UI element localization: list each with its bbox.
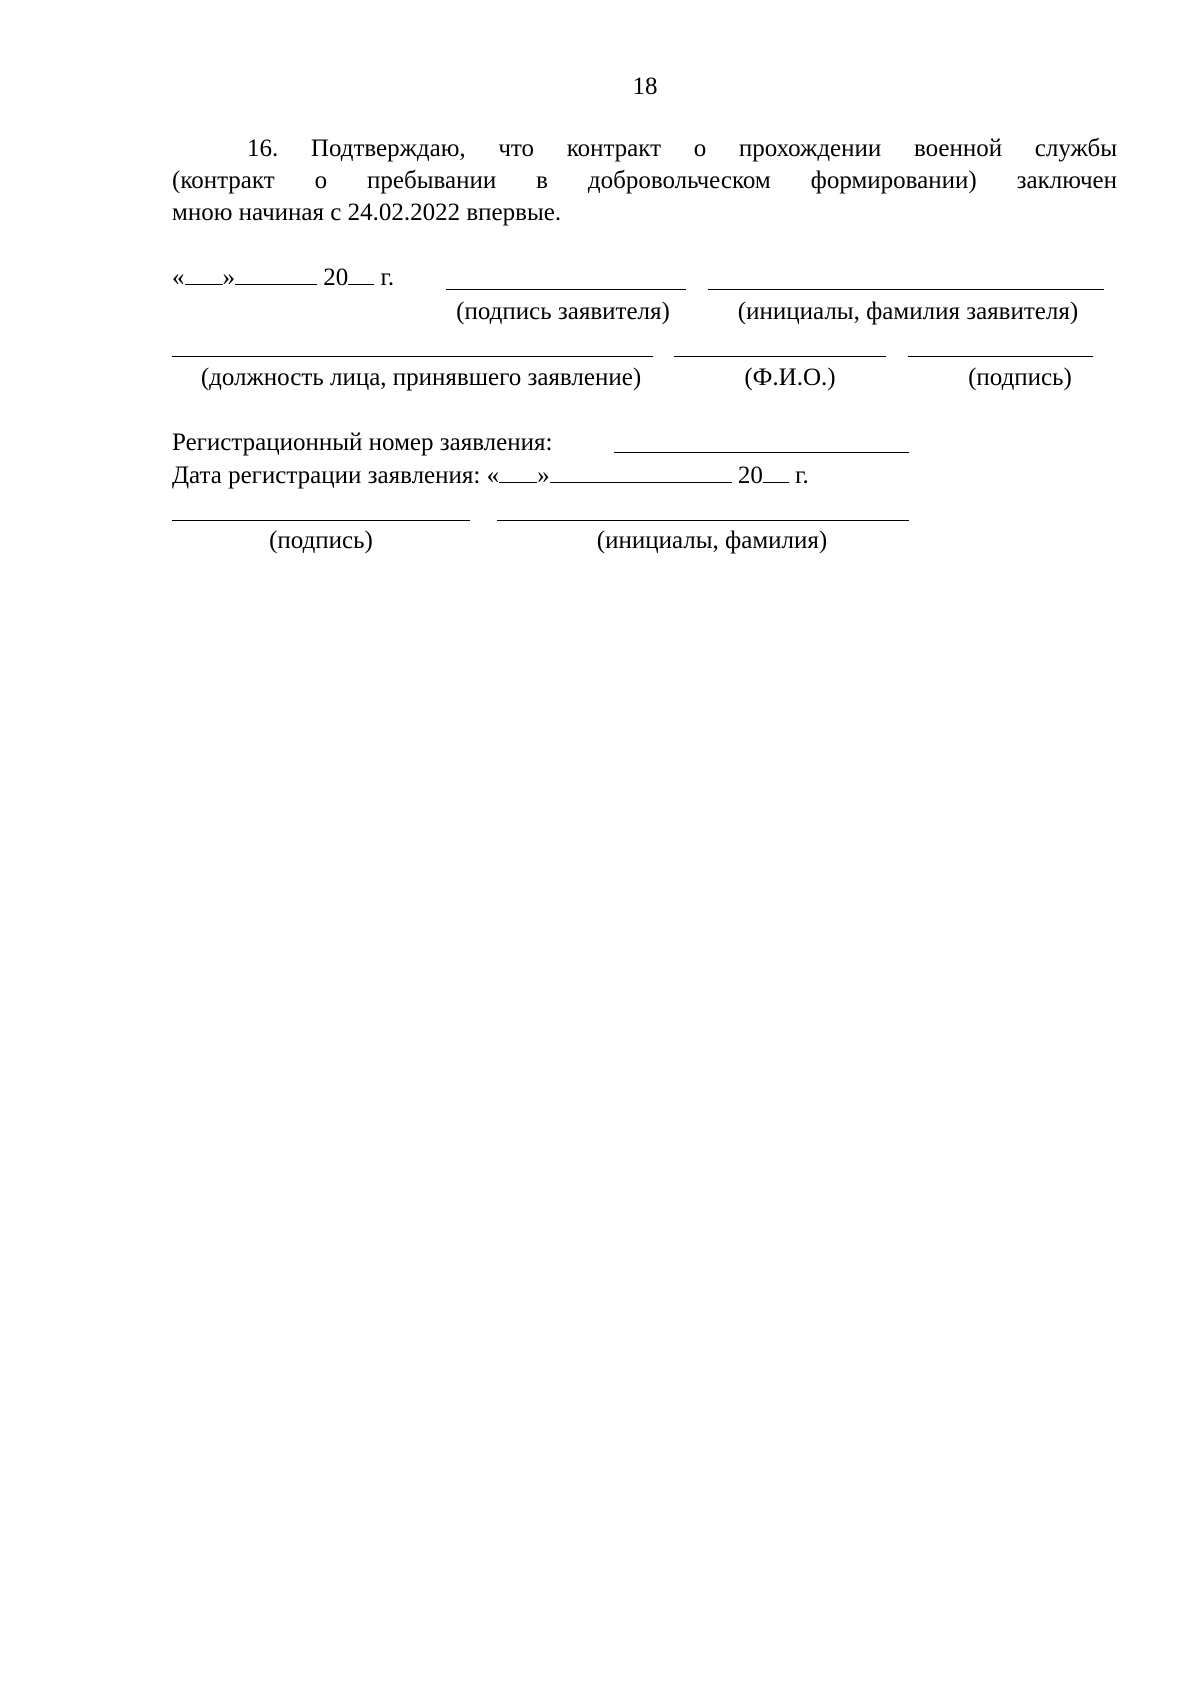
- final-signature-caption: (подпись): [269, 527, 373, 554]
- receiver-position-line[interactable]: [172, 356, 653, 357]
- year-prefix: 20: [323, 264, 349, 291]
- reg-day-blank[interactable]: [499, 460, 537, 483]
- paragraph-line-2: (контракт о пребывании в добровольческом формировании) заключен: [172, 167, 1117, 194]
- final-signature-line[interactable]: [172, 520, 470, 521]
- receiver-signature-caption: (подпись): [968, 364, 1072, 391]
- reg-year-prefix: 20: [737, 462, 763, 489]
- day-blank[interactable]: [185, 262, 223, 285]
- registration-number-label: Регистрационный номер заявления:: [172, 429, 553, 456]
- paragraph-line-3: мною начиная с 24.02.2022 впервые.: [172, 199, 562, 226]
- receiver-signature-line[interactable]: [908, 356, 1093, 357]
- applicant-date-line: [172, 262, 394, 293]
- receiver-fio-line[interactable]: [674, 356, 886, 357]
- registration-number-row: [172, 428, 552, 458]
- reg-date-close-quote: »: [537, 462, 550, 489]
- applicant-name-line[interactable]: [708, 289, 1104, 290]
- registration-number-line[interactable]: [614, 452, 909, 453]
- date-close-quote: »: [222, 264, 235, 291]
- receiver-position-caption: (должность лица, принявшего заявление): [200, 364, 642, 391]
- year-suffix: г.: [380, 264, 395, 291]
- year-blank[interactable]: [348, 262, 374, 285]
- reg-year-suffix: г.: [795, 462, 809, 489]
- applicant-name-caption: (инициалы, фамилия заявителя): [737, 298, 1079, 325]
- registration-date-row: [172, 460, 809, 491]
- page-number: 18: [632, 73, 658, 100]
- registration-date-label: Дата регистрации заявления:: [172, 462, 481, 489]
- reg-month-blank[interactable]: [550, 460, 732, 483]
- receiver-fio-caption: (Ф.И.О.): [744, 364, 836, 391]
- applicant-signature-caption: (подпись заявителя): [456, 298, 670, 325]
- final-name-caption: (инициалы, фамилия): [596, 527, 828, 554]
- month-blank[interactable]: [235, 262, 317, 285]
- final-name-line[interactable]: [497, 520, 909, 521]
- reg-year-blank[interactable]: [763, 460, 789, 483]
- reg-date-open-quote: «: [486, 462, 500, 489]
- paragraph-line-1: 16. Подтверждаю, что контракт о прохождении военной службы: [247, 135, 1117, 162]
- date-open-quote: «: [172, 264, 185, 291]
- applicant-signature-line[interactable]: [446, 289, 686, 290]
